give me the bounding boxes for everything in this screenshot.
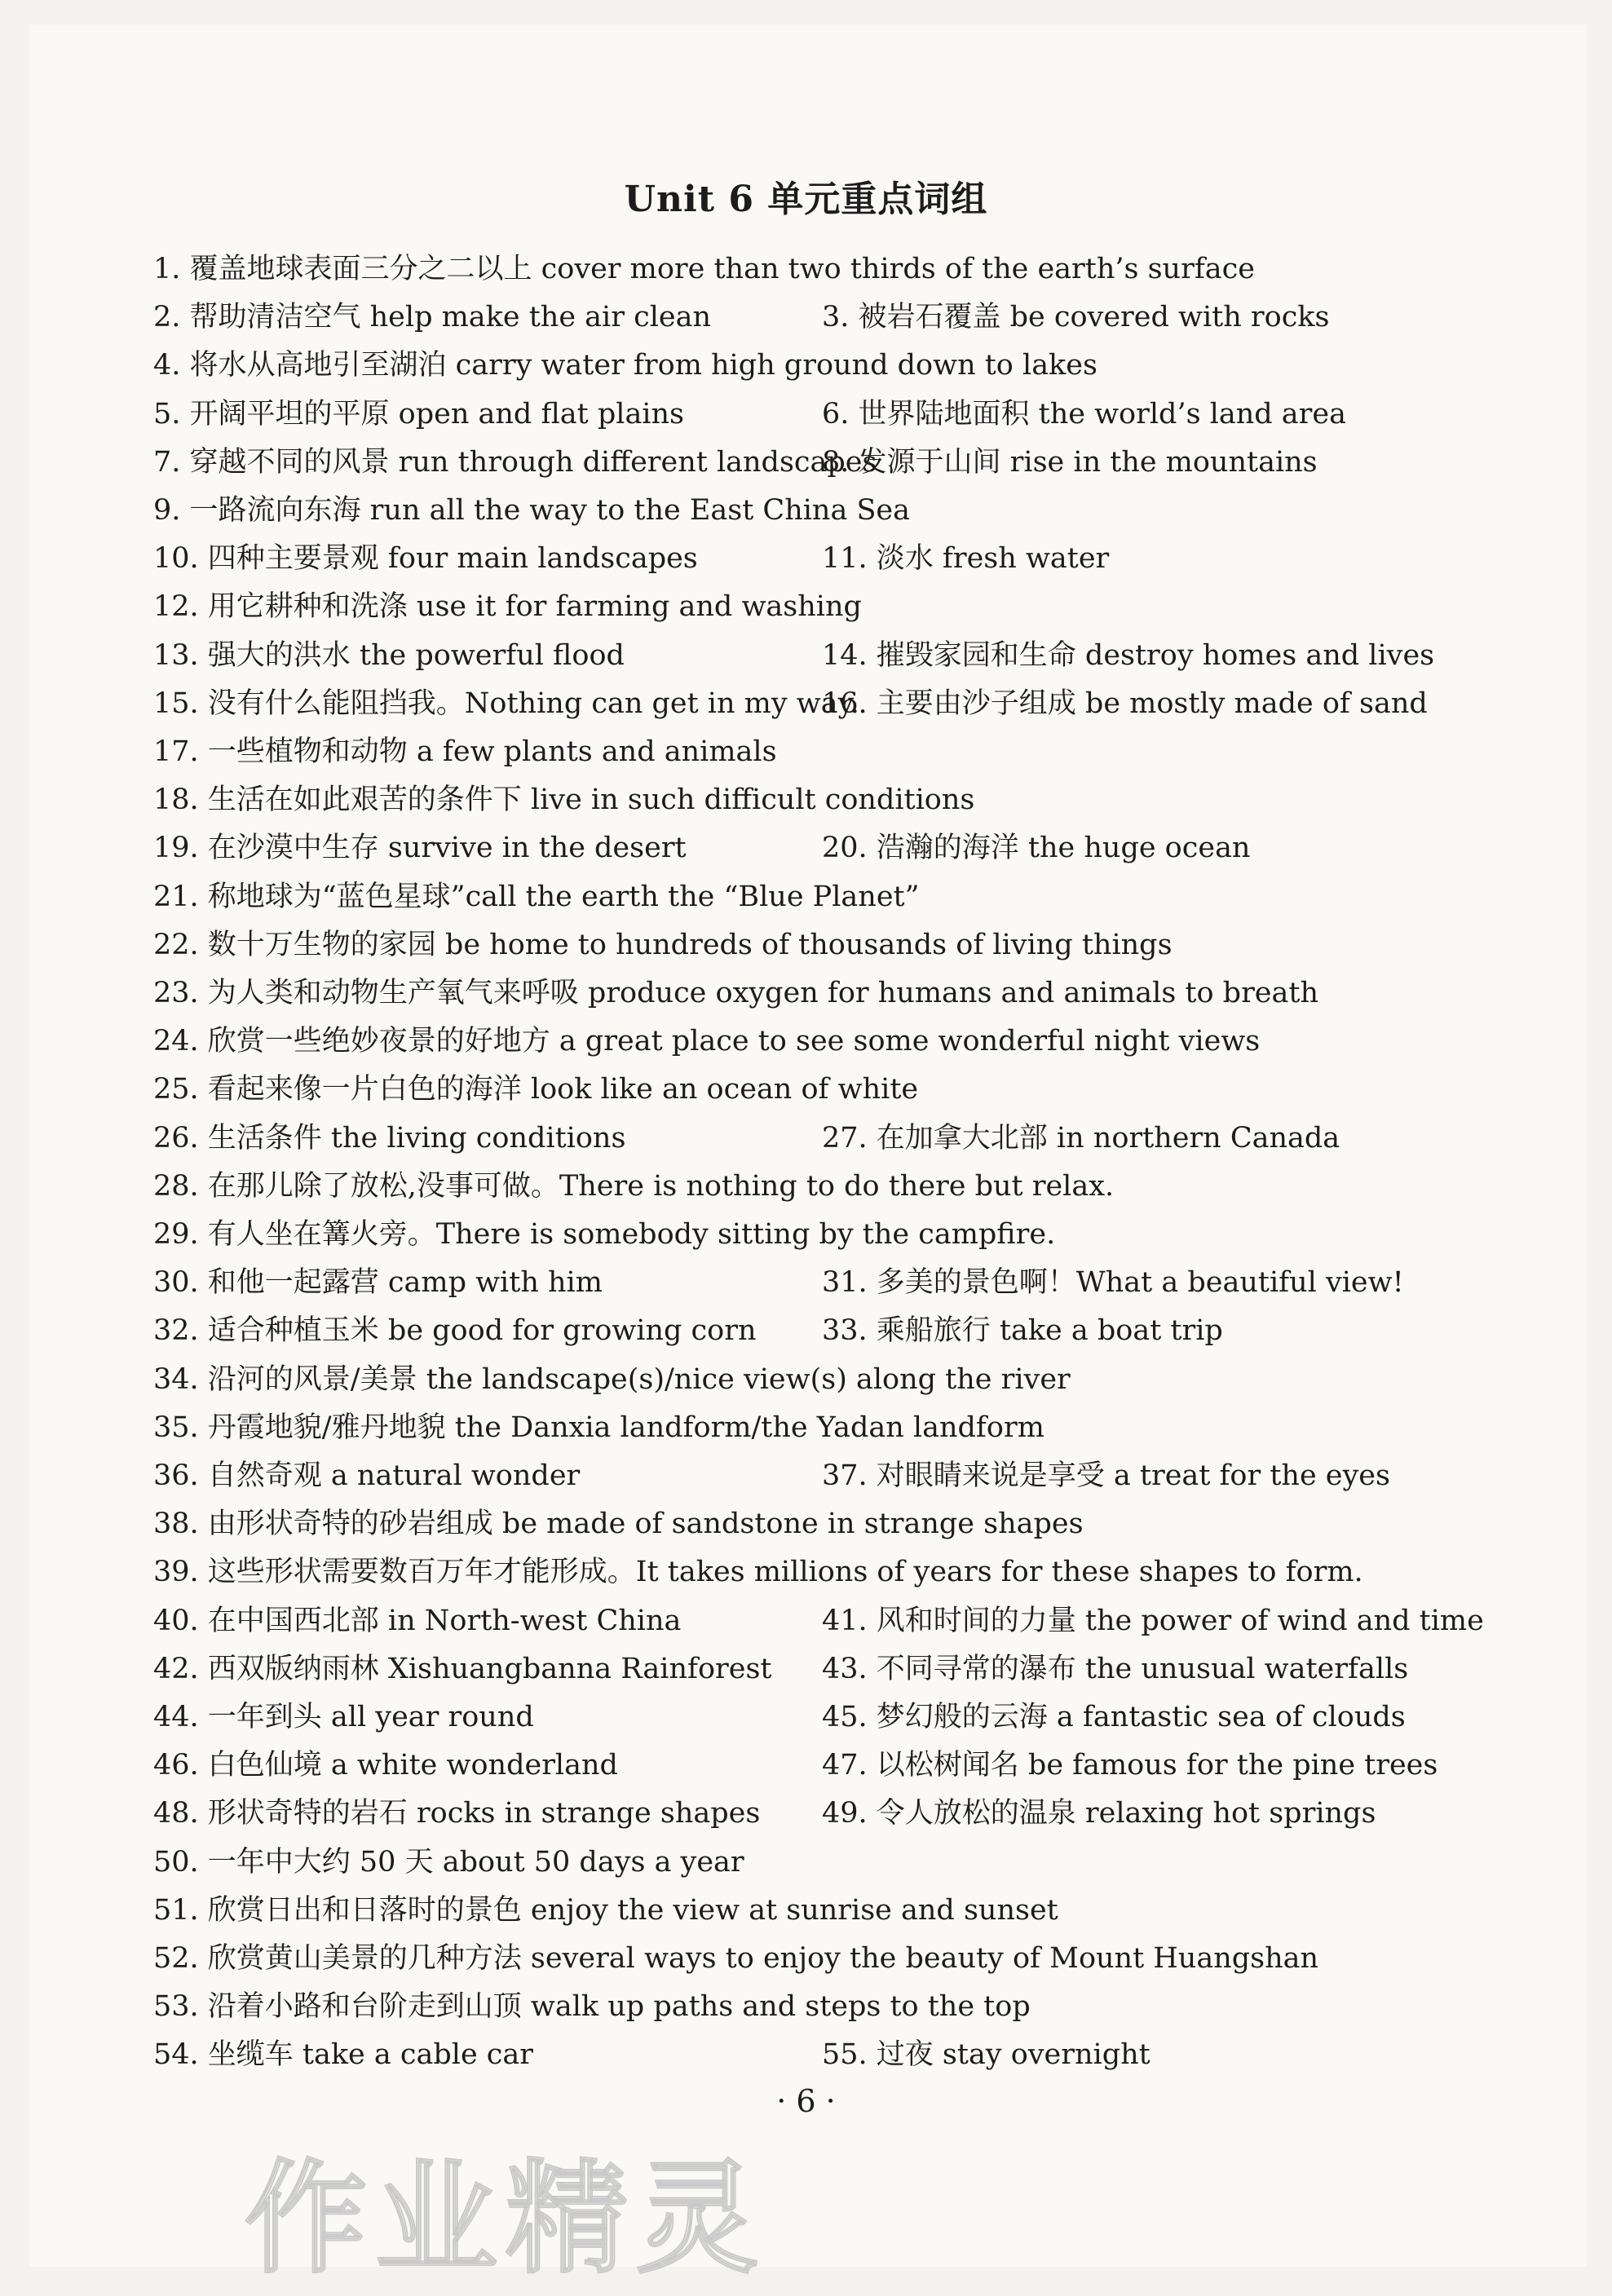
watermark-logo: 作业精灵: [245, 2148, 767, 2290]
phrase-item: 10. 四种主要景观 four main landscapes: [153, 542, 698, 576]
phrase-item: 27. 在加拿大北部 in northern Canada: [822, 1121, 1340, 1155]
phrase-row: [153, 679, 1556, 728]
phrase-row: [153, 1596, 1556, 1645]
phrase-row: [153, 1162, 1556, 1211]
phrase-row: [153, 438, 1556, 487]
phrase-item: 35. 丹霞地貌/雅丹地貌 the Danxia landform/the Yadan landform: [153, 1411, 1044, 1444]
phrase-item: 41. 风和时间的力量 the power of wind and time: [822, 1604, 1484, 1637]
phrase-item: 34. 沿河的风景/美景 the landscape(s)/nice view(s) along the river: [153, 1362, 1071, 1396]
phrase-item: 9. 一路流向东海 run all the way to the East China Sea: [153, 494, 911, 527]
phrase-row: [153, 1017, 1556, 1066]
phrase-item: 6. 世界陆地面积 the world’s land area: [822, 397, 1346, 430]
phrase-item: 12. 用它耕种和洗涤 use it for farming and washing: [153, 590, 862, 624]
phrase-item: 7. 穿越不同的风景 run through different landscapes: [153, 445, 877, 479]
phrase-item: 53. 沿着小路和台阶走到山顶 walk up paths and steps to the top: [153, 1990, 1031, 2024]
phrase-item: 1. 覆盖地球表面三分之二以上 cover more than two thirds of the earth’s surface: [153, 253, 1255, 285]
phrase-row: [153, 1548, 1556, 1596]
phrase-item: 8. 发源于山间 rise in the mountains: [822, 445, 1318, 479]
phrase-item: 21. 称地球为“蓝色星球”call the earth the “Blue Planet”: [153, 880, 920, 913]
phrase-item: 17. 一些植物和动物 a few plants and animals: [153, 735, 777, 768]
phrase-item: 36. 自然奇观 a natural wonder: [153, 1459, 581, 1492]
phrase-item: 42. 西双版纳雨林 Xishuangbanna Rainforest: [153, 1652, 772, 1685]
phrase-row: [153, 1114, 1556, 1163]
phrase-row: [153, 582, 1556, 631]
phrase-item: 54. 坐缆车 take a cable car: [153, 2038, 533, 2072]
phrase-item: 24. 欣赏一些绝妙夜景的好地方 a great place to see some wonderful night views: [153, 1025, 1261, 1058]
phrase-row: [153, 1838, 1556, 1887]
phrase-item: 37. 对眼睛来说是享受 a treat for the eyes: [822, 1459, 1390, 1492]
phrase-row: [153, 534, 1556, 583]
phrase-row: [153, 921, 1556, 969]
phrase-item: 14. 摧毁家园和生命 destroy homes and lives: [822, 638, 1435, 672]
phrase-row: [153, 1934, 1556, 1983]
phrase-row: [153, 1645, 1556, 1693]
phrase-item: 25. 看起来像一片白色的海洋 look like an ocean of white: [153, 1073, 919, 1106]
phrase-item: 33. 乘船旅行 take a boat trip: [822, 1314, 1223, 1348]
phrase-item: 15. 没有什么能阻挡我。Nothing can get in my way.: [153, 687, 859, 720]
phrase-row: [153, 872, 1556, 921]
phrase-item: 5. 开阔平坦的平原 open and flat plains: [153, 397, 685, 430]
phrase-item: 29. 有人坐在篝火旁。There is somebody sitting by the campfire.: [153, 1218, 1056, 1251]
phrase-row: [153, 1499, 1556, 1548]
phrase-item: 13. 强大的洪水 the powerful flood: [153, 638, 625, 672]
phrase-item: 47. 以松树闻名 be famous for the pine trees: [822, 1749, 1438, 1782]
phrase-row: [153, 1258, 1556, 1307]
phrase-item: 40. 在中国西北部 in North-west China: [153, 1604, 682, 1637]
phrase-item: 11. 淡水 fresh water: [822, 542, 1110, 576]
phrase-row: [153, 1886, 1556, 1935]
phrase-item: 49. 令人放松的温泉 relaxing hot springs: [822, 1797, 1376, 1830]
phrase-row: [153, 341, 1556, 390]
phrase-item: 44. 一年到头 all year round: [153, 1701, 534, 1733]
phrase-row: [153, 1789, 1556, 1838]
phrase-item: 18. 生活在如此艰苦的条件下 live in such difficult conditions: [153, 784, 975, 817]
phrase-row: [153, 1451, 1556, 1500]
phrase-row: [153, 1982, 1556, 2031]
phrase-row: [153, 293, 1556, 342]
phrase-item: 16. 主要由沙子组成 be mostly made of sand: [822, 687, 1428, 720]
phrase-row: [153, 2030, 1556, 2079]
phrase-item: 50. 一年中大约 50 天 about 50 days a year: [153, 1845, 744, 1879]
phrase-item: 2. 帮助清洁空气 help make the air clean: [153, 301, 712, 334]
page-title: Unit 6 单元重点词组: [624, 179, 988, 220]
phrase-row: [153, 727, 1556, 776]
phrase-item: 20. 浩瀚的海洋 the huge ocean: [822, 832, 1251, 865]
phrase-row: [153, 1403, 1556, 1452]
phrase-item: 48. 形状奇特的岩石 rocks in strange shapes: [153, 1797, 761, 1830]
phrase-row: [153, 969, 1556, 1018]
phrase-item: 28. 在那儿除了放松,没事可做。There is nothing to do there but relax.: [153, 1169, 1115, 1203]
phrase-item: 31. 多美的景色啊！What a beautiful view!: [822, 1266, 1404, 1300]
phrase-row: [153, 823, 1556, 872]
phrase-row: [153, 1065, 1556, 1114]
phrase-row: [153, 245, 1556, 294]
phrase-row: [153, 1741, 1556, 1790]
phrase-item: 26. 生活条件 the living conditions: [153, 1121, 626, 1155]
phrase-item: 51. 欣赏日出和日落时的景色 enjoy the view at sunrise and sunset: [153, 1893, 1058, 1927]
phrase-row: [153, 1355, 1556, 1404]
phrase-item: 3. 被岩石覆盖 be covered with rocks: [822, 301, 1330, 334]
phrase-item: 4. 将水从高地引至湖泊 carry water from high ground down to lakes: [153, 349, 1097, 382]
phrase-item: 19. 在沙漠中生存 survive in the desert: [153, 832, 687, 865]
phrase-row: [153, 1210, 1556, 1259]
phrase-row: [153, 631, 1556, 680]
phrase-item: 22. 数十万生物的家园 be home to hundreds of thousands of living things: [153, 928, 1173, 961]
phrase-item: 23. 为人类和动物生产氧气来呼吸 produce oxygen for humans and animals to breath: [153, 977, 1318, 1009]
phrase-item: 39. 这些形状需要数百万年才能形成。It takes millions of years for these shapes to form.: [153, 1556, 1363, 1589]
phrase-item: 38. 由形状奇特的砂岩组成 be made of sandstone in strange shapes: [153, 1508, 1084, 1541]
phrase-item: 45. 梦幻般的云海 a fantastic sea of clouds: [822, 1701, 1406, 1733]
phrase-item: 55. 过夜 stay overnight: [822, 2038, 1150, 2072]
phrase-row: [153, 486, 1556, 535]
phrase-item: 32. 适合种植玉米 be good for growing corn: [153, 1314, 757, 1348]
phrase-row: [153, 775, 1556, 824]
phrase-row: [153, 1693, 1556, 1742]
phrase-item: 43. 不同寻常的瀑布 the unusual waterfalls: [822, 1652, 1409, 1685]
phrase-item: 46. 白色仙境 a white wonderland: [153, 1749, 618, 1782]
page-number: · 6 ·: [776, 2083, 836, 2119]
phrase-row: [153, 1306, 1556, 1355]
phrase-item: 52. 欣赏黄山美景的几种方法 several ways to enjoy the beauty of Mount Huangshan: [153, 1942, 1319, 1975]
phrase-row: [153, 390, 1556, 439]
phrase-item: 30. 和他一起露营 camp with him: [153, 1266, 603, 1300]
